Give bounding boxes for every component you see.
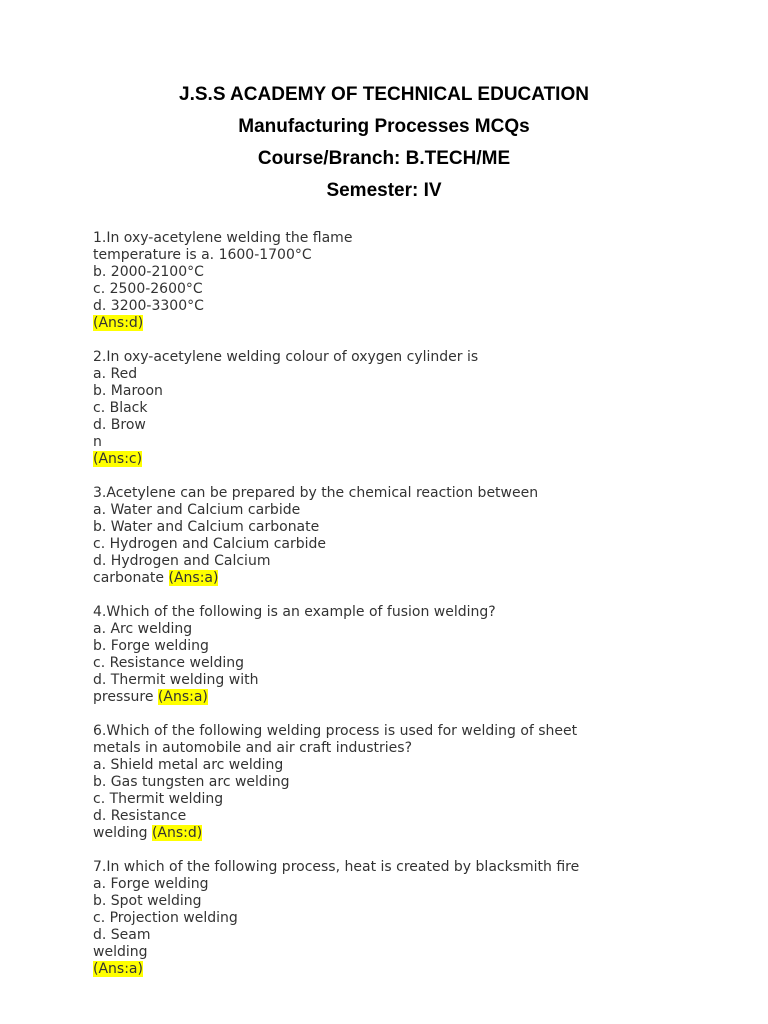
- question-text: 4.Which of the following is an example of fusion welding?: [93, 604, 496, 620]
- question-list: [93, 230, 733, 995]
- option-line: d. 3200-3300°C: [93, 298, 204, 314]
- question-block: [93, 485, 733, 587]
- option-line: a. Forge welding: [93, 876, 209, 892]
- answer-highlight: (Ans:c): [93, 451, 143, 467]
- option-line: a. Shield metal arc welding: [93, 757, 284, 773]
- option-line: b. Gas tungsten arc welding: [93, 774, 290, 790]
- option-line: c. Thermit welding: [93, 791, 224, 807]
- option-line: d. Resistance: [93, 808, 187, 824]
- subject-heading: Manufacturing Processes MCQs: [238, 116, 530, 137]
- question-text: 3.Acetylene can be prepared by the chemical reaction between: [93, 485, 539, 501]
- question-text: 2.In oxy-acetylene welding colour of oxygen cylinder is: [93, 349, 479, 365]
- answer-highlight: (Ans:a): [93, 961, 143, 977]
- answer-line: [93, 315, 733, 332]
- option-line: n: [93, 434, 102, 450]
- question-block: [93, 604, 733, 706]
- option-line: d. Thermit welding with: [93, 672, 259, 688]
- option-line: metals in automobile and air craft industries?: [93, 740, 413, 756]
- question-block: [93, 859, 733, 978]
- question-text: 1.In oxy-acetylene welding the flame: [93, 230, 353, 246]
- institution-heading: J.S.S ACADEMY OF TECHNICAL EDUCATION: [179, 84, 589, 105]
- option-line: a. Arc welding: [93, 621, 193, 637]
- option-line: d. Brow: [93, 417, 146, 433]
- answer-highlight: (Ans:d): [151, 825, 203, 841]
- option-line: c. Black: [93, 400, 148, 416]
- question-text: 6.Which of the following welding process is used for welding of sheet: [93, 723, 578, 739]
- option-tail: welding: [93, 825, 152, 841]
- option-line: c. 2500-2600°C: [93, 281, 203, 297]
- option-line: d. Seam: [93, 927, 151, 943]
- option-tail: carbonate: [93, 570, 169, 586]
- semester-heading: Semester: IV: [326, 180, 442, 201]
- option-line: a. Water and Calcium carbide: [93, 502, 301, 518]
- answer-line: [93, 689, 733, 706]
- answer-highlight: (Ans:a): [157, 689, 208, 705]
- option-line: b. Maroon: [93, 383, 163, 399]
- option-line: temperature is a. 1600-1700°C: [93, 247, 312, 263]
- answer-line: [93, 570, 733, 587]
- option-line: d. Hydrogen and Calcium: [93, 553, 271, 569]
- answer-highlight: (Ans:d): [93, 315, 144, 331]
- option-tail: pressure: [93, 689, 158, 705]
- option-line: a. Red: [93, 366, 138, 382]
- question-block: [93, 230, 733, 332]
- option-line: c. Hydrogen and Calcium carbide: [93, 536, 327, 552]
- option-line: b. 2000-2100°C: [93, 264, 204, 280]
- option-line: c. Resistance welding: [93, 655, 244, 671]
- answer-line: [93, 825, 733, 842]
- option-line: b. Water and Calcium carbonate: [93, 519, 320, 535]
- course-heading: Course/Branch: B.TECH/ME: [257, 148, 511, 169]
- option-line: welding: [93, 944, 148, 960]
- option-line: b. Forge welding: [93, 638, 209, 654]
- question-block: [93, 349, 733, 468]
- answer-highlight: (Ans:a): [168, 570, 219, 586]
- answer-line: [93, 451, 733, 468]
- question-block: [93, 723, 733, 842]
- answer-line: [93, 961, 733, 978]
- option-line: b. Spot welding: [93, 893, 202, 909]
- option-line: c. Projection welding: [93, 910, 238, 926]
- question-text: 7.In which of the following process, heat is created by blacksmith fire: [93, 859, 580, 875]
